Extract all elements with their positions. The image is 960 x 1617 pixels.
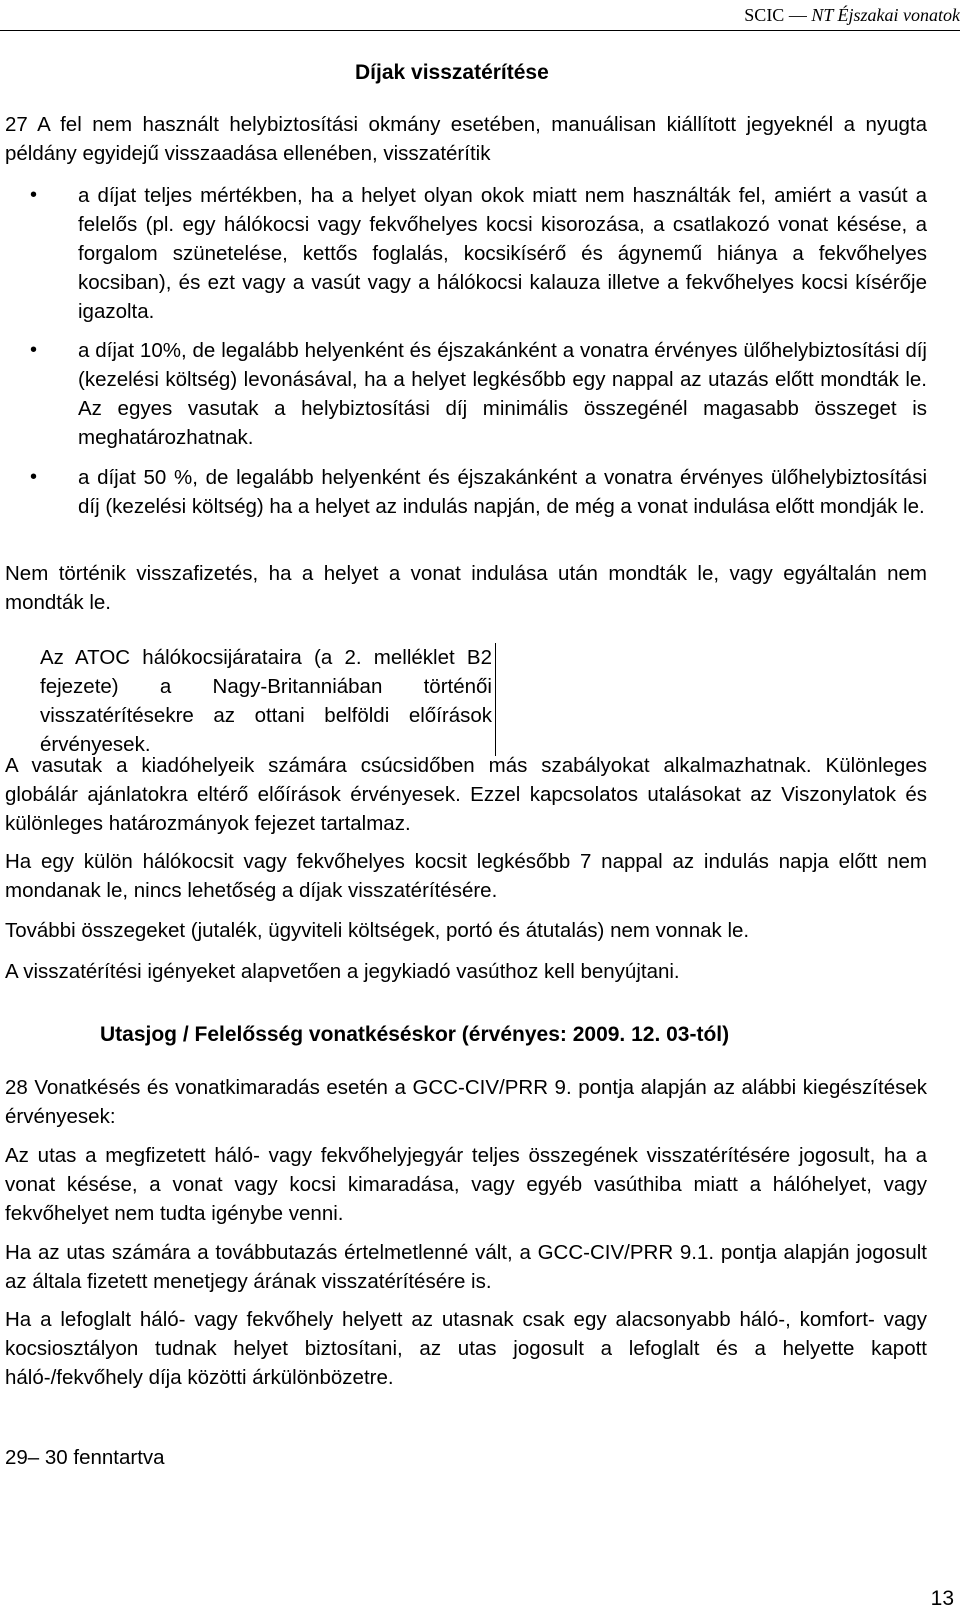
paragraph-no-deductions: További összegeket (jutalék, ügyviteli költségek, portó és átutalás) nem vonnak le. [5, 919, 750, 942]
bullet-icon: • [30, 339, 38, 361]
atoc-box-rule [495, 643, 496, 756]
atoc-note-box: Az ATOC hálókocsijárataira (a 2. melléklet B2 fejezete) a Nagy-Britanniában történői visszatérítésekre az ottani belföldi előírások érvényesek. [40, 646, 492, 756]
paragraph-27: 27 A fel nem használt helybiztosítási okmány esetében, manuálisan kiállított jegyeknél a nyugta példány egyidejű visszaadása ellenében, visszatérítik [5, 113, 927, 165]
bullet-icon: • [30, 184, 38, 206]
header-dash: — [788, 5, 807, 25]
bullet-item-10-percent: a díjat 10%, de legalább helyenként és éjszakánként a vonatra érvényes ülőhelybiztosítási díj (kezelési költség) levonásával, ha a helyet legkésőbb egy nappal az utazás előtt mondták le. Az egyes vasutak a helybiztosítási díj minimális összegénél magasabb összeget is meghatározhatnak. [78, 339, 927, 449]
section-title-refunds: Díjak visszatérítése [355, 61, 549, 84]
header-rule [0, 30, 960, 31]
paragraph-28: 28 Vonatkésés és vonatkimaradás esetén a GCC-CIV/PRR 9. pontja alapján az alábbi kiegészítések érvényesek: [5, 1076, 927, 1128]
section-title-passenger-rights: Utasjog / Felelősség vonatkéséskor (érvényes: 2009. 12. 03-tól) [100, 1023, 730, 1046]
paragraph-full-refund-delay: Az utas a megfizetett háló- vagy fekvőhelyjegyár teljes összegének visszatérítésére jogosult, ha a vonat késése, a vonat vagy kocsi kimaradása, vagy egyéb vasúthiba miatt a hálóhelyet, vagy fekvőhelyet nem tudta igénybe venni. [5, 1144, 927, 1225]
paragraph-7-days: Ha egy külön hálókocsit vagy fekvőhelyes kocsit legkésőbb 7 nappal az indulás napja előtt nem mondanak le, nincs lehetőség a díjak visszatérítésére. [5, 850, 927, 902]
header-doc-title: NT Éjszakai vonatok [811, 5, 960, 25]
paragraph-peak-rules: A vasutak a kiadóhelyeik számára csúcsidőben más szabályokat alkalmazhatnak. Különleges globálár ajánlatokra eltérő előírások érvényesek. Ezzel kapcsolatos utalásokat az Viszonylatok és különleges határozmányok fejezet tartalmaz. [5, 754, 927, 835]
bullet-item-full-refund: a díjat teljes mértékben, ha a helyet olyan okok miatt nem használták fel, amiért a vasút a felelős (pl. egy hálókocsi vagy fekvőhelyes kocsi kisorozása, a csatlakozó vonat késése, a forgalom szünetelése, kettős foglalás, kocsikísérő és ágynemű hiánya a fekvőhelyes kocsiban), és ezt vagy a vasút vagy a hálókocsi kalauza illetve a fekvőhelyes kocsi kísérője igazolta. [78, 184, 927, 323]
page-number: 13 [930, 1587, 954, 1610]
paragraph-no-refund: Nem történik visszafizetés, ha a helyet a vonat indulása után mondták le, vagy egyáltalán nem mondták le. [5, 562, 927, 614]
paragraph-claims: A visszatérítési igényeket alapvetően a jegykiadó vasúthoz kell benyújtani. [5, 960, 680, 983]
paragraph-downgrade: Ha a lefoglalt háló- vagy fekvőhely helyett az utasnak csak egy alacsonyabb háló-, komfort- vagy kocsiosztályon tudnak helyet biztosítani, az utas jogosult a lefoglalt és a helyette kapott háló-/fekvőhely díja közötti árkülönbözetre. [5, 1308, 927, 1389]
paragraph-ticket-refund: Ha az utas számára a továbbutazás értelmetlenné vált, a GCC-CIV/PRR 9.1. pontja alapján jogosult az általa fizetett menetjegy árának visszatérítésére is. [5, 1241, 927, 1293]
header-org: SCIC [744, 5, 785, 25]
bullet-item-50-percent: a díjat 50 %, de legalább helyenként és éjszakánként a vonatra érvényes ülőhelybiztosítási díj (kezelési költség) ha a helyet az indulás napján, de még a vonat indulása előtt mondják le. [78, 466, 927, 518]
paragraph-reserved: 29– 30 fenntartva [5, 1446, 165, 1469]
bullet-icon: • [30, 466, 38, 488]
running-header [744, 3, 960, 27]
